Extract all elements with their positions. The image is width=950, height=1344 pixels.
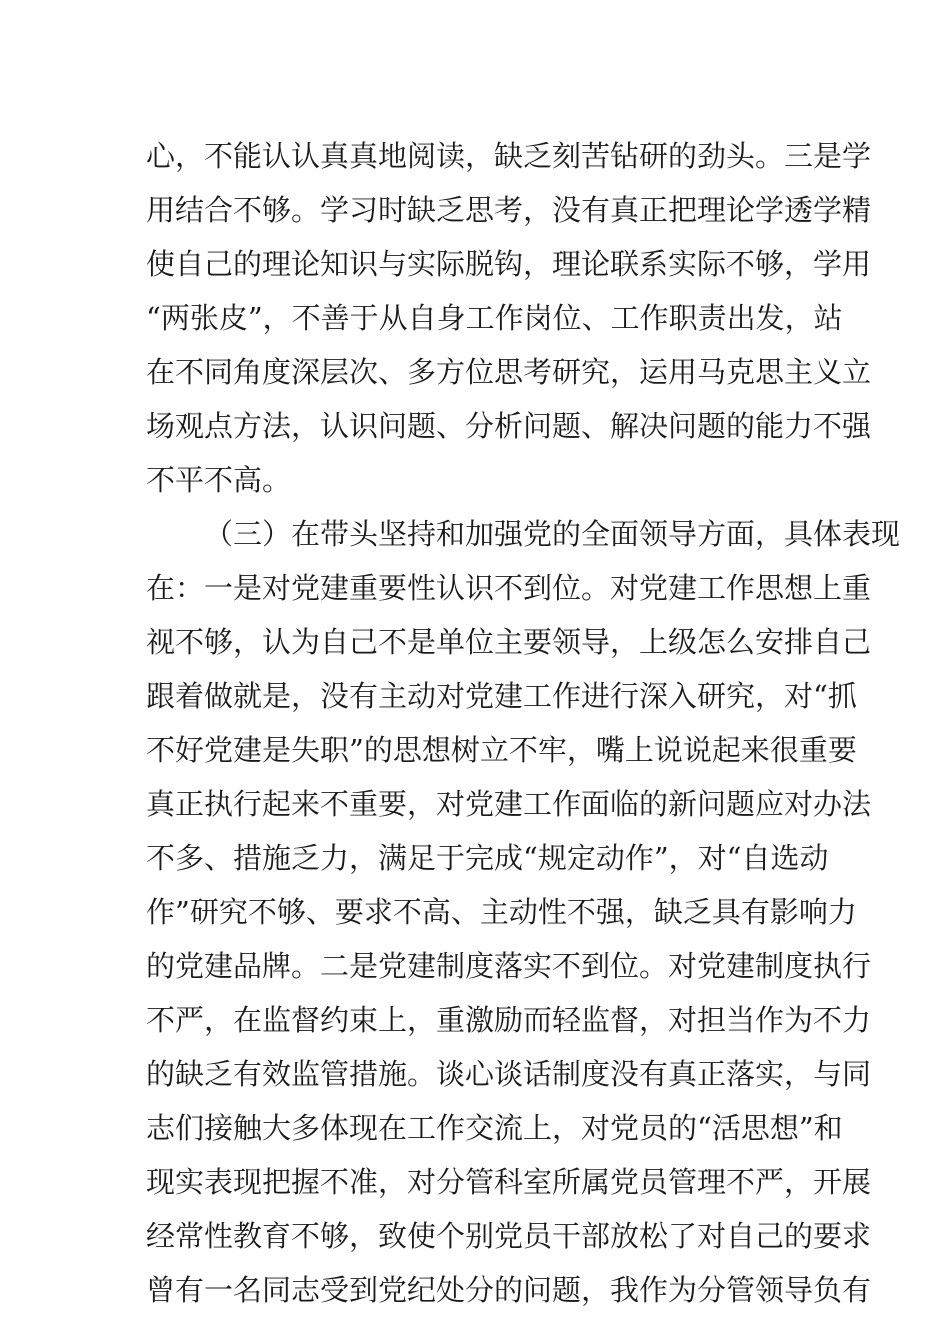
text-line: 场观点方法，认识问题、分析问题、解决问题的能力不强 [146,409,872,443]
text-line: 的党建品牌。二是党建制度落实不到位。对党建制度执行 [146,949,872,983]
text-line: 不好党建是失职”的思想树立不牢，嘴上说说起来很重要 [146,733,857,767]
text-line: 使自己的理论知识与实际脱钩，理论联系实际不够，学用 [146,247,872,281]
text-line: 经常性教育不够，致使个别党员干部放松了对自己的要求 [146,1219,872,1253]
section-heading-line: （三）在带头坚持和加强党的全面领导方面，具体表现 [204,517,901,551]
text-line: 真正执行起来不重要，对党建工作面临的新问题应对办法 [146,787,872,821]
text-line: 在不同角度深层次、多方位思考研究，运用马克思主义立 [146,355,872,389]
text-line: 跟着做就是，没有主动对党建工作进行深入研究，对“抓 [146,679,857,713]
text-line: 作”研究不够、要求不高、主动性不强，缺乏具有影响力 [146,895,857,929]
text-line: 不多、措施乏力，满足于完成“规定动作”，对“自选动 [146,841,829,875]
text-line: 志们接触大多体现在工作交流上，对党员的“活思想”和 [146,1111,843,1145]
text-line: 心，不能认认真真地阅读，缺乏刻苦钻研的劲头。三是学 [146,139,872,173]
text-line: 在：一是对党建重要性认识不到位。对党建工作思想上重 [146,571,872,605]
text-line: 的缺乏有效监管措施。谈心谈话制度没有真正落实，与同 [146,1057,872,1091]
text-line: “两张皮”，不善于从自身工作岗位、工作职责出发，站 [146,301,843,335]
text-line: 用结合不够。学习时缺乏思考，没有真正把理论学透学精 [146,193,872,227]
text-line: 视不够，认为自己不是单位主要领导，上级怎么安排自己 [146,625,872,659]
text-line: 现实表现把握不准，对分管科室所属党员管理不严，开展 [146,1165,872,1199]
text-line: 不平不高。 [146,463,292,497]
text-line: 曾有一名同志受到党纪处分的问题，我作为分管领导负有 [146,1273,872,1307]
text-line: 不严，在监督约束上，重激励而轻监督，对担当作为不力 [146,1003,872,1037]
